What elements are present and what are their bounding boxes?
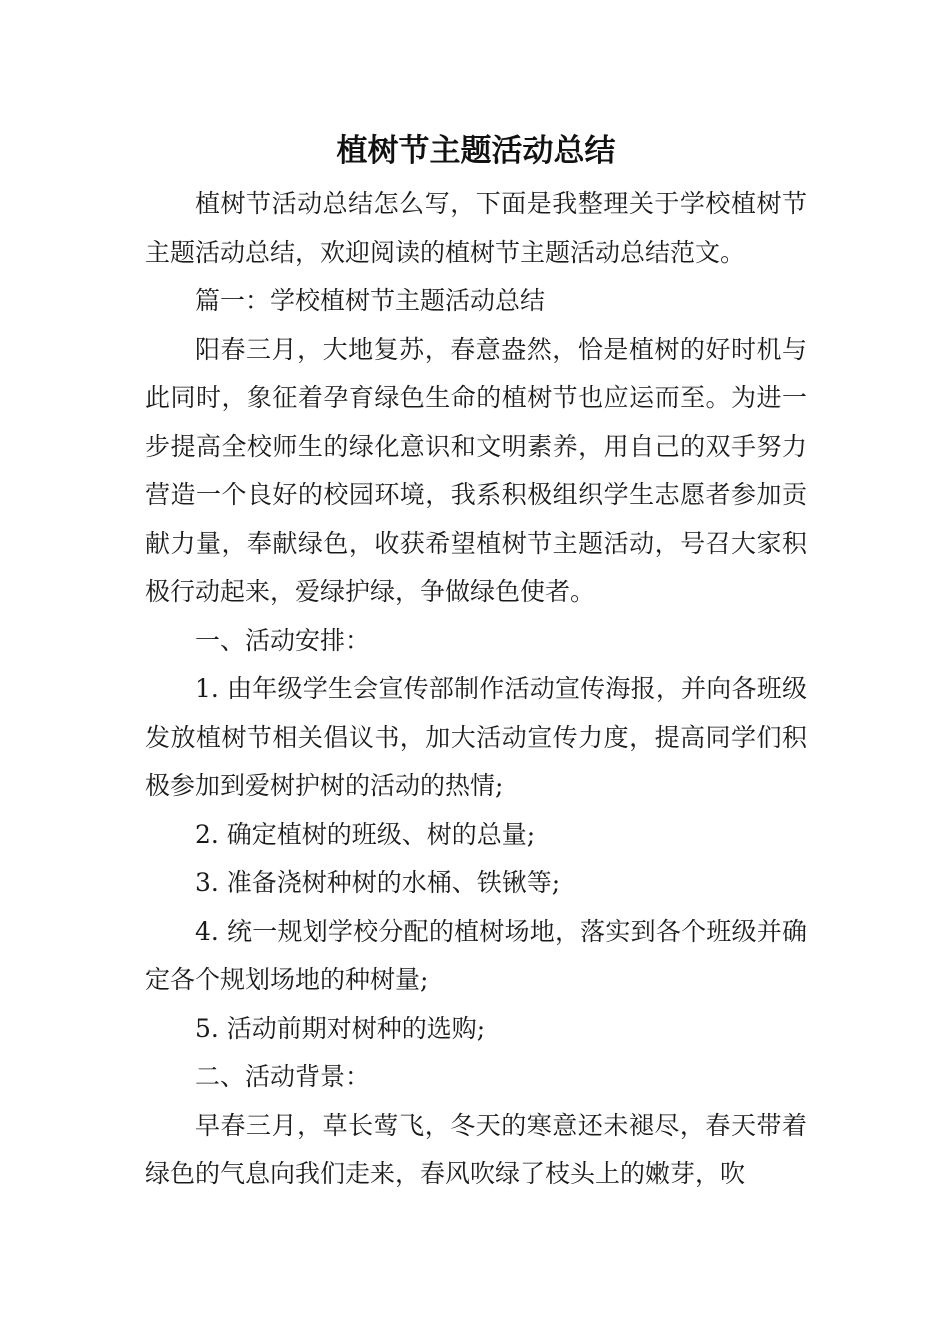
opening-paragraph: 阳春三月，大地复苏，春意盎然，恰是植树的好时机与此同时，象征着孕育绿色生命的植树节也应运而至。为进一步提高全校师生的绿化意识和文明素养，用自己的双手努力营造一个良好的校园环境，我系积极组织学生志愿者参加贡献力量，奉献绿色，收获希望植树节主题活动，号召大家积极行动起来，爱绿护绿，争做绿色使者。 — [145, 334, 807, 606]
arrangement-item-2: 2. 确定植树的班级、树的总量; — [195, 819, 536, 849]
section-heading-background: 二、活动背景： — [195, 1062, 371, 1091]
arrangement-item-1: 1. 由年级学生会宣传部制作活动宣传海报，并向各班级发放植树节相关倡议书，加大活动宣传力度，提高同学们积极参加到爱树护树的活动的热情; — [145, 674, 807, 800]
arrangement-item-5: 5. 活动前期对树种的选购; — [195, 1013, 486, 1043]
section-heading-part-one: 篇一：学校植树节主题活动总结 — [195, 286, 546, 315]
arrangement-item-4: 4. 统一规划学校分配的植树场地，落实到各个班级并确定各个规划场地的种树量; — [145, 916, 807, 994]
background-paragraph: 早春三月，草长莺飞，冬天的寒意还未褪尽，春天带着绿色的气息向我们走来，春风吹绿了枝头上的嫩芽，吹 — [145, 1110, 807, 1188]
document-title: 植树节主题活动总结 — [336, 133, 616, 169]
document-body — [145, 122, 807, 1199]
section-heading-arrangement: 一、活动安排： — [195, 625, 371, 655]
intro-paragraph: 植树节活动总结怎么写，下面是我整理关于学校植树节主题活动总结，欢迎阅读的植树节主题活动总结范文。 — [145, 189, 807, 267]
arrangement-item-3: 3. 准备浇树种树的水桶、铁锹等; — [195, 868, 561, 897]
